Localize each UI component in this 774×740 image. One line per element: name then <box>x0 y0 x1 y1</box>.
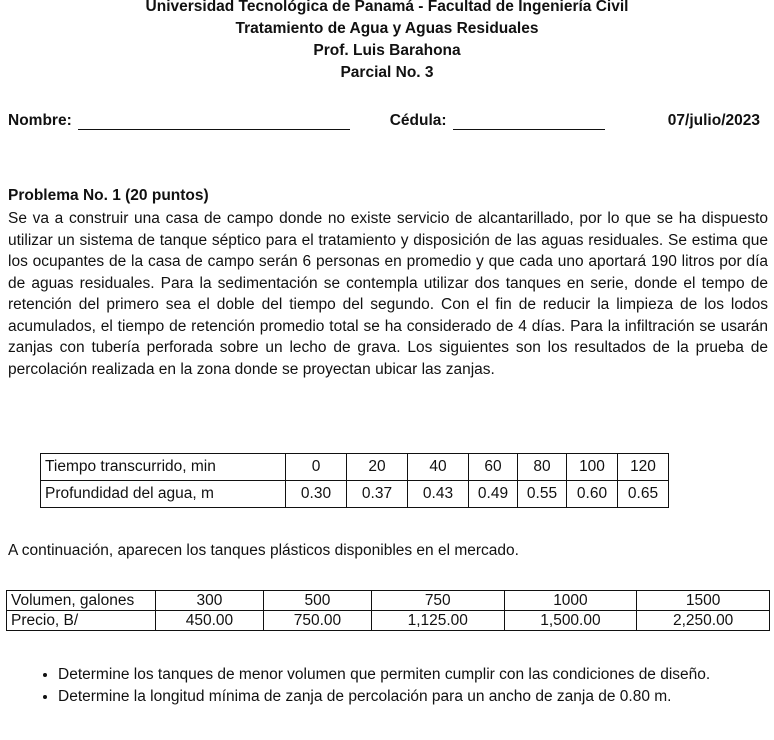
water-depth-label: Profundidad del agua, m <box>41 481 286 508</box>
problem-statement: Se va a construir una casa de campo donde no existe servicio de alcantarillado, por lo que se ha dispuesto utilizar un sistema de tanque séptico para el tratamiento y disposición de las aguas residuales. Se estima que los ocupantes de la casa de campo serán 6 personas en promedio y que cada uno aportará 190 litros por día de aguas residuales. Para la sedimentación se contempla utilizar dos tanques en serie, donde el tempo de retención del primero sea el doble del tiempo del segundo. Con el fin de reducir la limpieza de los lodos acumulados, el tiempo de retención promedio total se ha considerado de 4 días. Para la infiltración se usarán zanjas con tubería perforada sobre un lecho de grava. Los siguientes son los resultados de la prueba de percolación realizada en la zona donde se proyectan ubicar las zanjas. <box>8 210 768 378</box>
table-row <box>41 481 669 508</box>
table-cell: 0.30 <box>286 481 347 508</box>
id-label: Cédula: <box>389 112 447 129</box>
id-blank[interactable] <box>453 115 605 130</box>
university-line: Universidad Tecnológica de Panamá - Facultad de Ingeniería Civil <box>145 0 629 15</box>
percolation-test-table <box>40 453 669 508</box>
name-blank[interactable] <box>78 115 350 130</box>
table-cell: 0.43 <box>408 481 469 508</box>
table-cell: 80 <box>518 454 567 481</box>
table-cell: 60 <box>469 454 518 481</box>
student-id-row <box>8 112 760 130</box>
exam-header <box>8 0 766 84</box>
problem-title: Problema No. 1 (20 puntos) <box>8 187 209 204</box>
table-cell: 750 <box>371 591 504 611</box>
table-cell: 0.55 <box>518 481 567 508</box>
task-list <box>38 664 768 708</box>
table-row <box>7 611 770 631</box>
table-cell: 100 <box>567 454 618 481</box>
table-cell: 40 <box>408 454 469 481</box>
table-cell: 120 <box>618 454 669 481</box>
table-cell: 0.49 <box>469 481 518 508</box>
course-line: Tratamiento de Agua y Aguas Residuales <box>235 20 539 37</box>
table-cell: 0.60 <box>567 481 618 508</box>
tanks-table <box>6 590 770 631</box>
list-item: • Determine la longitud mínima de zanja de percolación para un ancho de zanja de 0.80 m. <box>58 686 768 707</box>
table-cell: 1000 <box>504 591 637 611</box>
table-cell: 1500 <box>637 591 770 611</box>
table-cell: 750.00 <box>263 611 371 631</box>
volume-label: Volumen, galones <box>7 591 156 611</box>
table-cell: 2,250.00 <box>637 611 770 631</box>
table-cell: 0.37 <box>347 481 408 508</box>
price-label: Precio, B/ <box>7 611 156 631</box>
tanks-note: A continuación, aparecen los tanques plásticos disponibles en el mercado. <box>8 542 519 559</box>
table-row <box>41 454 669 481</box>
table-cell: 0.65 <box>618 481 669 508</box>
list-item: • Determine los tanques de menor volumen que permiten cumplir con las condiciones de diseño. <box>58 664 768 685</box>
exam-number-line: Parcial No. 3 <box>340 64 434 81</box>
elapsed-time-label: Tiempo transcurrido, min <box>41 454 286 481</box>
professor-line: Prof. Luis Barahona <box>313 42 461 59</box>
table-cell: 20 <box>347 454 408 481</box>
table-cell: 300 <box>156 591 264 611</box>
table-cell: 500 <box>263 591 371 611</box>
table-cell: 450.00 <box>156 611 264 631</box>
exam-date: 07/julio/2023 <box>667 112 760 129</box>
name-label: Nombre: <box>8 112 72 129</box>
table-cell: 1,125.00 <box>371 611 504 631</box>
table-cell: 0 <box>286 454 347 481</box>
table-cell: 1,500.00 <box>504 611 637 631</box>
table-row <box>7 591 770 611</box>
